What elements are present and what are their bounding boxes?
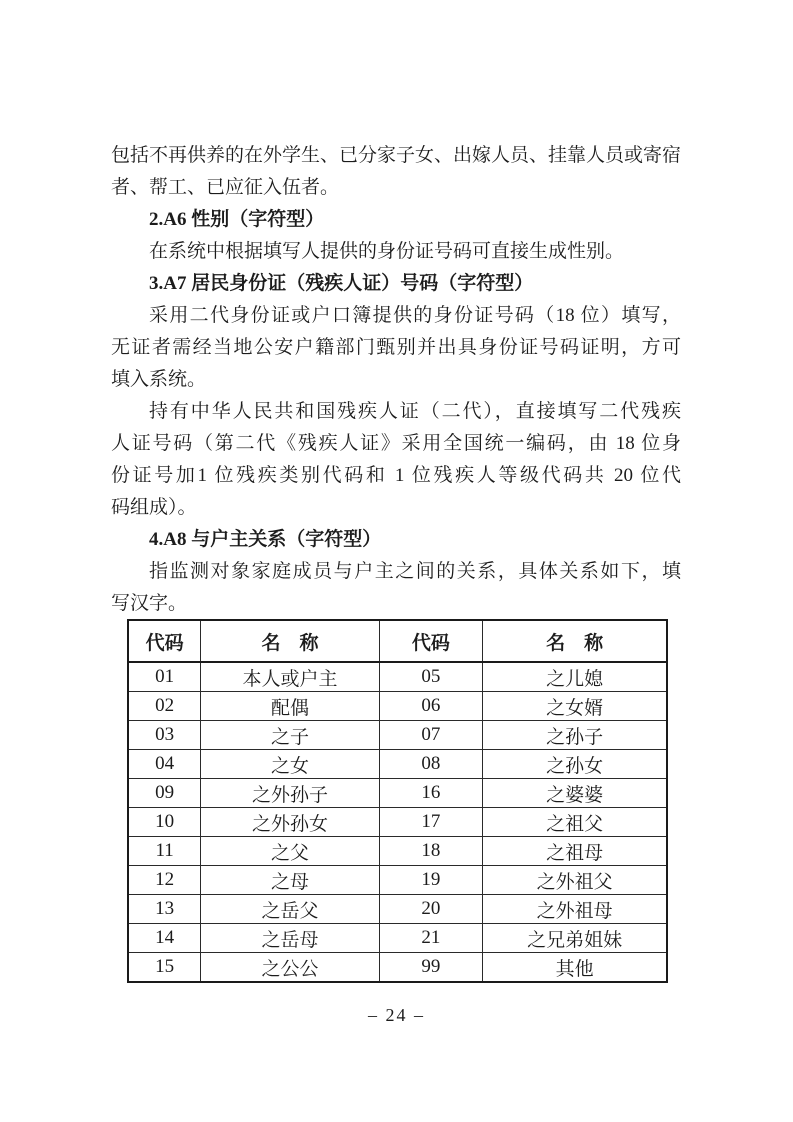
body-line: 码组成）。 bbox=[111, 497, 197, 518]
table-cell: 之孙子 bbox=[483, 721, 667, 750]
table-cell: 之祖母 bbox=[483, 837, 667, 866]
table-cell: 02 bbox=[128, 692, 201, 721]
page-number: – 24 – bbox=[368, 1005, 425, 1025]
column-header: 代码 bbox=[379, 620, 482, 662]
body-line: 无证者需经当地公安户籍部门甄别并出具身份证号码证明，方可 bbox=[111, 337, 681, 358]
table-cell: 18 bbox=[379, 837, 482, 866]
table-cell: 之公公 bbox=[201, 953, 379, 983]
relation-code-table bbox=[127, 619, 668, 983]
table-cell: 之祖父 bbox=[483, 808, 667, 837]
table-cell: 之外孙子 bbox=[201, 779, 379, 808]
table-cell: 05 bbox=[379, 662, 482, 692]
table-cell: 之女 bbox=[201, 750, 379, 779]
table-cell: 之子 bbox=[201, 721, 379, 750]
table-cell: 之兄弟姐妹 bbox=[483, 924, 667, 953]
table-cell: 15 bbox=[128, 953, 201, 983]
table-cell: 之岳父 bbox=[201, 895, 379, 924]
table-cell: 本人或户主 bbox=[201, 662, 379, 692]
table-cell: 03 bbox=[128, 721, 201, 750]
heading-line: 2.A6 性别（字符型） bbox=[149, 209, 325, 230]
table-row bbox=[128, 837, 667, 866]
table-row bbox=[128, 779, 667, 808]
table-cell: 12 bbox=[128, 866, 201, 895]
table-cell: 之外祖父 bbox=[483, 866, 667, 895]
column-header: 名 称 bbox=[483, 620, 667, 662]
table-cell: 之女婿 bbox=[483, 692, 667, 721]
table-cell: 其他 bbox=[483, 953, 667, 983]
table-cell: 99 bbox=[379, 953, 482, 983]
table-cell: 11 bbox=[128, 837, 201, 866]
table-cell: 13 bbox=[128, 895, 201, 924]
table-cell: 16 bbox=[379, 779, 482, 808]
table-cell: 01 bbox=[128, 662, 201, 692]
table-cell: 08 bbox=[379, 750, 482, 779]
table-cell: 06 bbox=[379, 692, 482, 721]
table-cell: 之孙女 bbox=[483, 750, 667, 779]
body-line: 采用二代身份证或户口簿提供的身份证号码（18 位）填写， bbox=[149, 305, 681, 326]
body-line: 者、帮工、已应征入伍者。 bbox=[111, 177, 340, 198]
body-line: 指监测对象家庭成员与户主之间的关系，具体关系如下，填 bbox=[149, 561, 681, 582]
table-row bbox=[128, 721, 667, 750]
document-body bbox=[111, 140, 681, 620]
heading-line: 3.A7 居民身份证（残疾人证）号码（字符型） bbox=[149, 273, 534, 294]
table-cell: 之岳母 bbox=[201, 924, 379, 953]
table-cell: 21 bbox=[379, 924, 482, 953]
table-row bbox=[128, 953, 667, 983]
table-cell: 10 bbox=[128, 808, 201, 837]
table-cell: 20 bbox=[379, 895, 482, 924]
table-cell: 配偶 bbox=[201, 692, 379, 721]
body-line: 包括不再供养的在外学生、已分家子女、出嫁人员、挂靠人员或寄宿 bbox=[111, 145, 682, 166]
table-cell: 09 bbox=[128, 779, 201, 808]
table-cell: 之母 bbox=[201, 866, 379, 895]
table-cell: 04 bbox=[128, 750, 201, 779]
table-header-row bbox=[128, 620, 667, 662]
table-row bbox=[128, 750, 667, 779]
table-cell: 之父 bbox=[201, 837, 379, 866]
table-row bbox=[128, 895, 667, 924]
table-cell: 之外祖母 bbox=[483, 895, 667, 924]
body-line: 写汉字。 bbox=[111, 593, 188, 614]
table-cell: 之儿媳 bbox=[483, 662, 667, 692]
column-header: 名 称 bbox=[201, 620, 379, 662]
body-line: 填入系统。 bbox=[111, 369, 207, 390]
column-header: 代码 bbox=[128, 620, 201, 662]
table-row bbox=[128, 692, 667, 721]
table-cell: 之婆婆 bbox=[483, 779, 667, 808]
table-row bbox=[128, 924, 667, 953]
body-line: 人证号码（第二代《残疾人证》采用全国统一编码，由 18 位身 bbox=[111, 433, 681, 454]
table-cell: 07 bbox=[379, 721, 482, 750]
table-cell: 17 bbox=[379, 808, 482, 837]
body-line: 持有中华人民共和国残疾人证（二代），直接填写二代残疾 bbox=[149, 401, 681, 422]
table-row bbox=[128, 866, 667, 895]
body-line: 份证号加1 位残疾类别代码和 1 位残疾人等级代码共 20 位代 bbox=[111, 465, 681, 486]
table-row bbox=[128, 662, 667, 692]
body-line: 在系统中根据填写人提供的身份证号码可直接生成性别。 bbox=[149, 241, 625, 262]
table-cell: 14 bbox=[128, 924, 201, 953]
table-row bbox=[128, 808, 667, 837]
heading-line: 4.A8 与户主关系（字符型） bbox=[149, 529, 382, 550]
table-cell: 19 bbox=[379, 866, 482, 895]
table-cell: 之外孙女 bbox=[201, 808, 379, 837]
